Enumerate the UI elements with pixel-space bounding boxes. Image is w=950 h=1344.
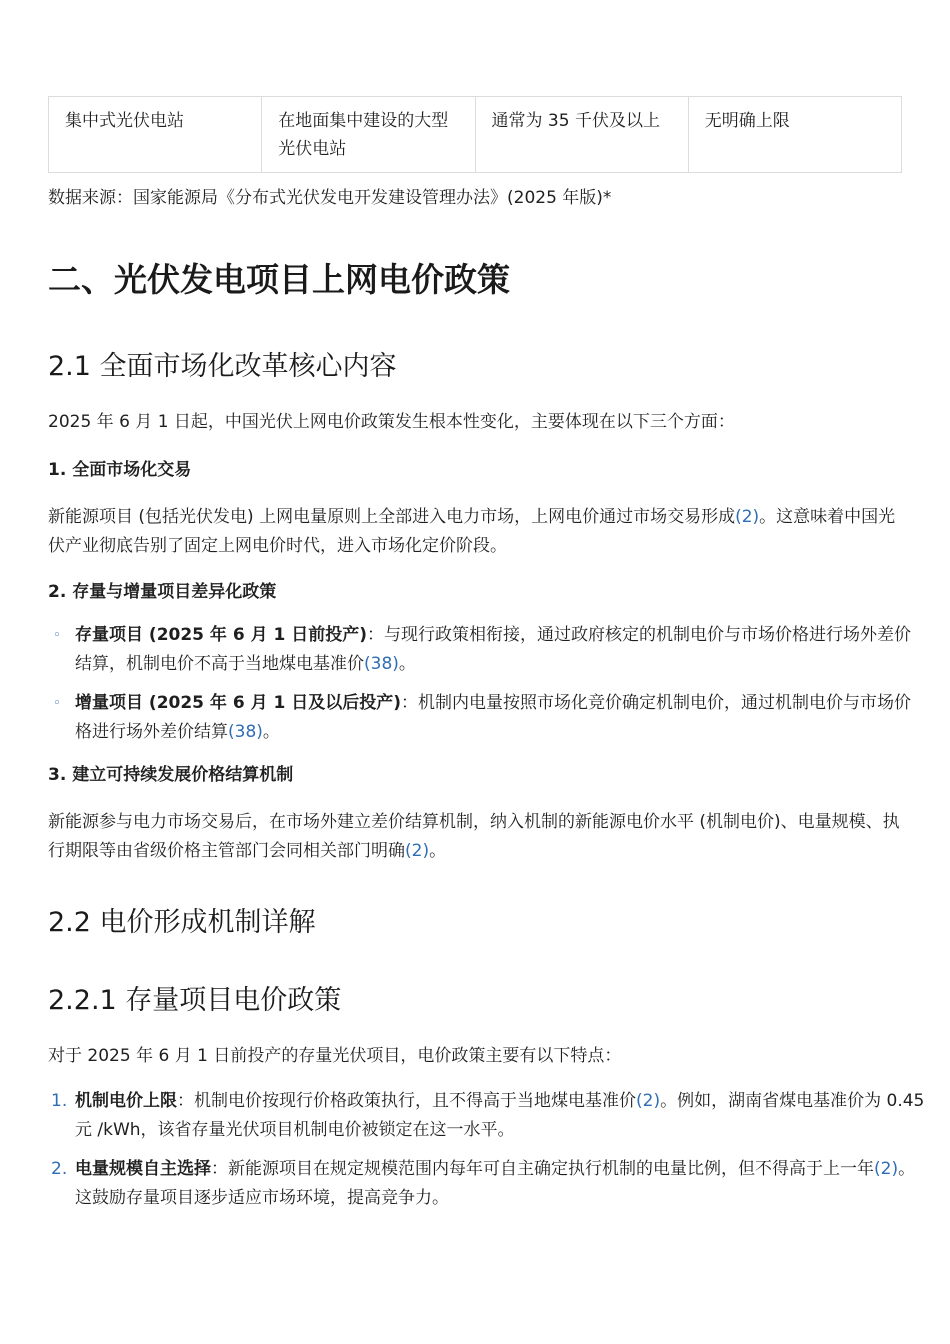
citation-link[interactable]: (2) <box>636 1091 661 1111</box>
source-note: 数据来源：国家能源局《分布式光伏发电开发建设管理办法》(2025 年版)* <box>48 188 612 208</box>
project-type-list <box>48 621 927 747</box>
point-2-title: 2. 存量与增量项目差异化政策 <box>48 582 277 602</box>
point-3-paragraph <box>48 808 904 866</box>
list-item-label: 增量项目 (2025 年 6 月 1 日及以后投产) <box>75 693 402 713</box>
list-item <box>48 689 927 747</box>
list-item <box>48 1087 927 1145</box>
citation-link[interactable]: (38) <box>228 722 263 742</box>
point-1-title: 1. 全面市场化交易 <box>48 460 192 480</box>
paragraph-text: 。 <box>429 841 447 861</box>
list-item-text: ：机制电价按现行价格政策执行，且不得高于当地煤电基准价 <box>177 1091 636 1111</box>
section-2-2-1-heading: 2.2.1 存量项目电价政策 <box>48 985 342 1016</box>
section-2-heading: 二、光伏发电项目上网电价政策 <box>48 260 510 299</box>
section-2-1-heading: 2.1 全面市场化改革核心内容 <box>48 351 397 382</box>
point-3-title: 3. 建立可持续发展价格结算机制 <box>48 765 294 785</box>
paragraph-text: 新能源参与电力市场交易后，在市场外建立差价结算机制，纳入机制的新能源电价水平 (机制电价)、电量规模、执行期限等由省级价格主管部门会同相关部门明确 <box>48 812 900 861</box>
list-item-text: 。 <box>262 722 280 742</box>
list-number: 2. <box>51 1159 68 1179</box>
section-2-1-intro: 2025 年 6 月 1 日起，中国光伏上网电价政策发生根本性变化，主要体现在以下三个方面： <box>48 412 735 432</box>
list-item-text: ：新能源项目在规定规模范围内每年可自主确定执行机制的电量比例，但不得高于上一年 <box>211 1159 874 1179</box>
section-2-2-heading: 2.2 电价形成机制详解 <box>48 907 316 938</box>
plant-type-table <box>48 96 902 173</box>
existing-project-features-list <box>48 1087 927 1213</box>
list-item-label: 存量项目 (2025 年 6 月 1 日前投产) <box>75 625 368 645</box>
list-item <box>48 1155 927 1213</box>
paragraph-text: 。这意味着中国光伏产业彻底告别了固定上网电价时代，进入市场化定价阶段。 <box>48 507 896 556</box>
citation-link[interactable]: (38) <box>364 654 399 674</box>
list-item-label: 机制电价上限 <box>75 1091 177 1111</box>
citation-link[interactable]: (2) <box>735 507 760 527</box>
citation-link[interactable]: (2) <box>405 841 430 861</box>
table-cell: 无明确上限 <box>688 97 901 173</box>
circle-bullet-icon: ◦ <box>53 628 61 643</box>
list-item-text: 。这鼓励存量项目逐步适应市场环境，提高竞争力。 <box>75 1159 916 1208</box>
list-item-text: ：机制内电量按照市场化竞价确定机制电价，通过机制电价与市场价格进行场外差价结算 <box>75 693 912 742</box>
table-cell: 通常为 35 千伏及以上 <box>475 97 688 173</box>
list-number: 1. <box>51 1091 68 1111</box>
table-cell: 在地面集中建设的大型光伏电站 <box>262 97 475 173</box>
table-cell: 集中式光伏电站 <box>49 97 262 173</box>
list-item-text: ：与现行政策相衔接，通过政府核定的机制电价与市场价格进行场外差价结算，机制电价不高于当地煤电基准价 <box>75 625 912 674</box>
paragraph-text: 新能源项目 (包括光伏发电) 上网电量原则上全部进入电力市场，上网电价通过市场交易形成 <box>48 507 736 527</box>
list-item-text: 。 <box>398 654 416 674</box>
list-item <box>48 621 927 679</box>
list-item-label: 电量规模自主选择 <box>75 1159 211 1179</box>
point-1-paragraph <box>48 503 904 561</box>
table-row <box>49 97 902 173</box>
circle-bullet-icon: ◦ <box>53 696 61 711</box>
section-2-2-1-intro: 对于 2025 年 6 月 1 日前投产的存量光伏项目，电价政策主要有以下特点： <box>48 1046 622 1066</box>
citation-link[interactable]: (2) <box>874 1159 899 1179</box>
list-item-text: 。例如，湖南省煤电基准价为 0.45 元 /kWh，该省存量光伏项目机制电价被锁定在这一水平。 <box>75 1091 925 1140</box>
